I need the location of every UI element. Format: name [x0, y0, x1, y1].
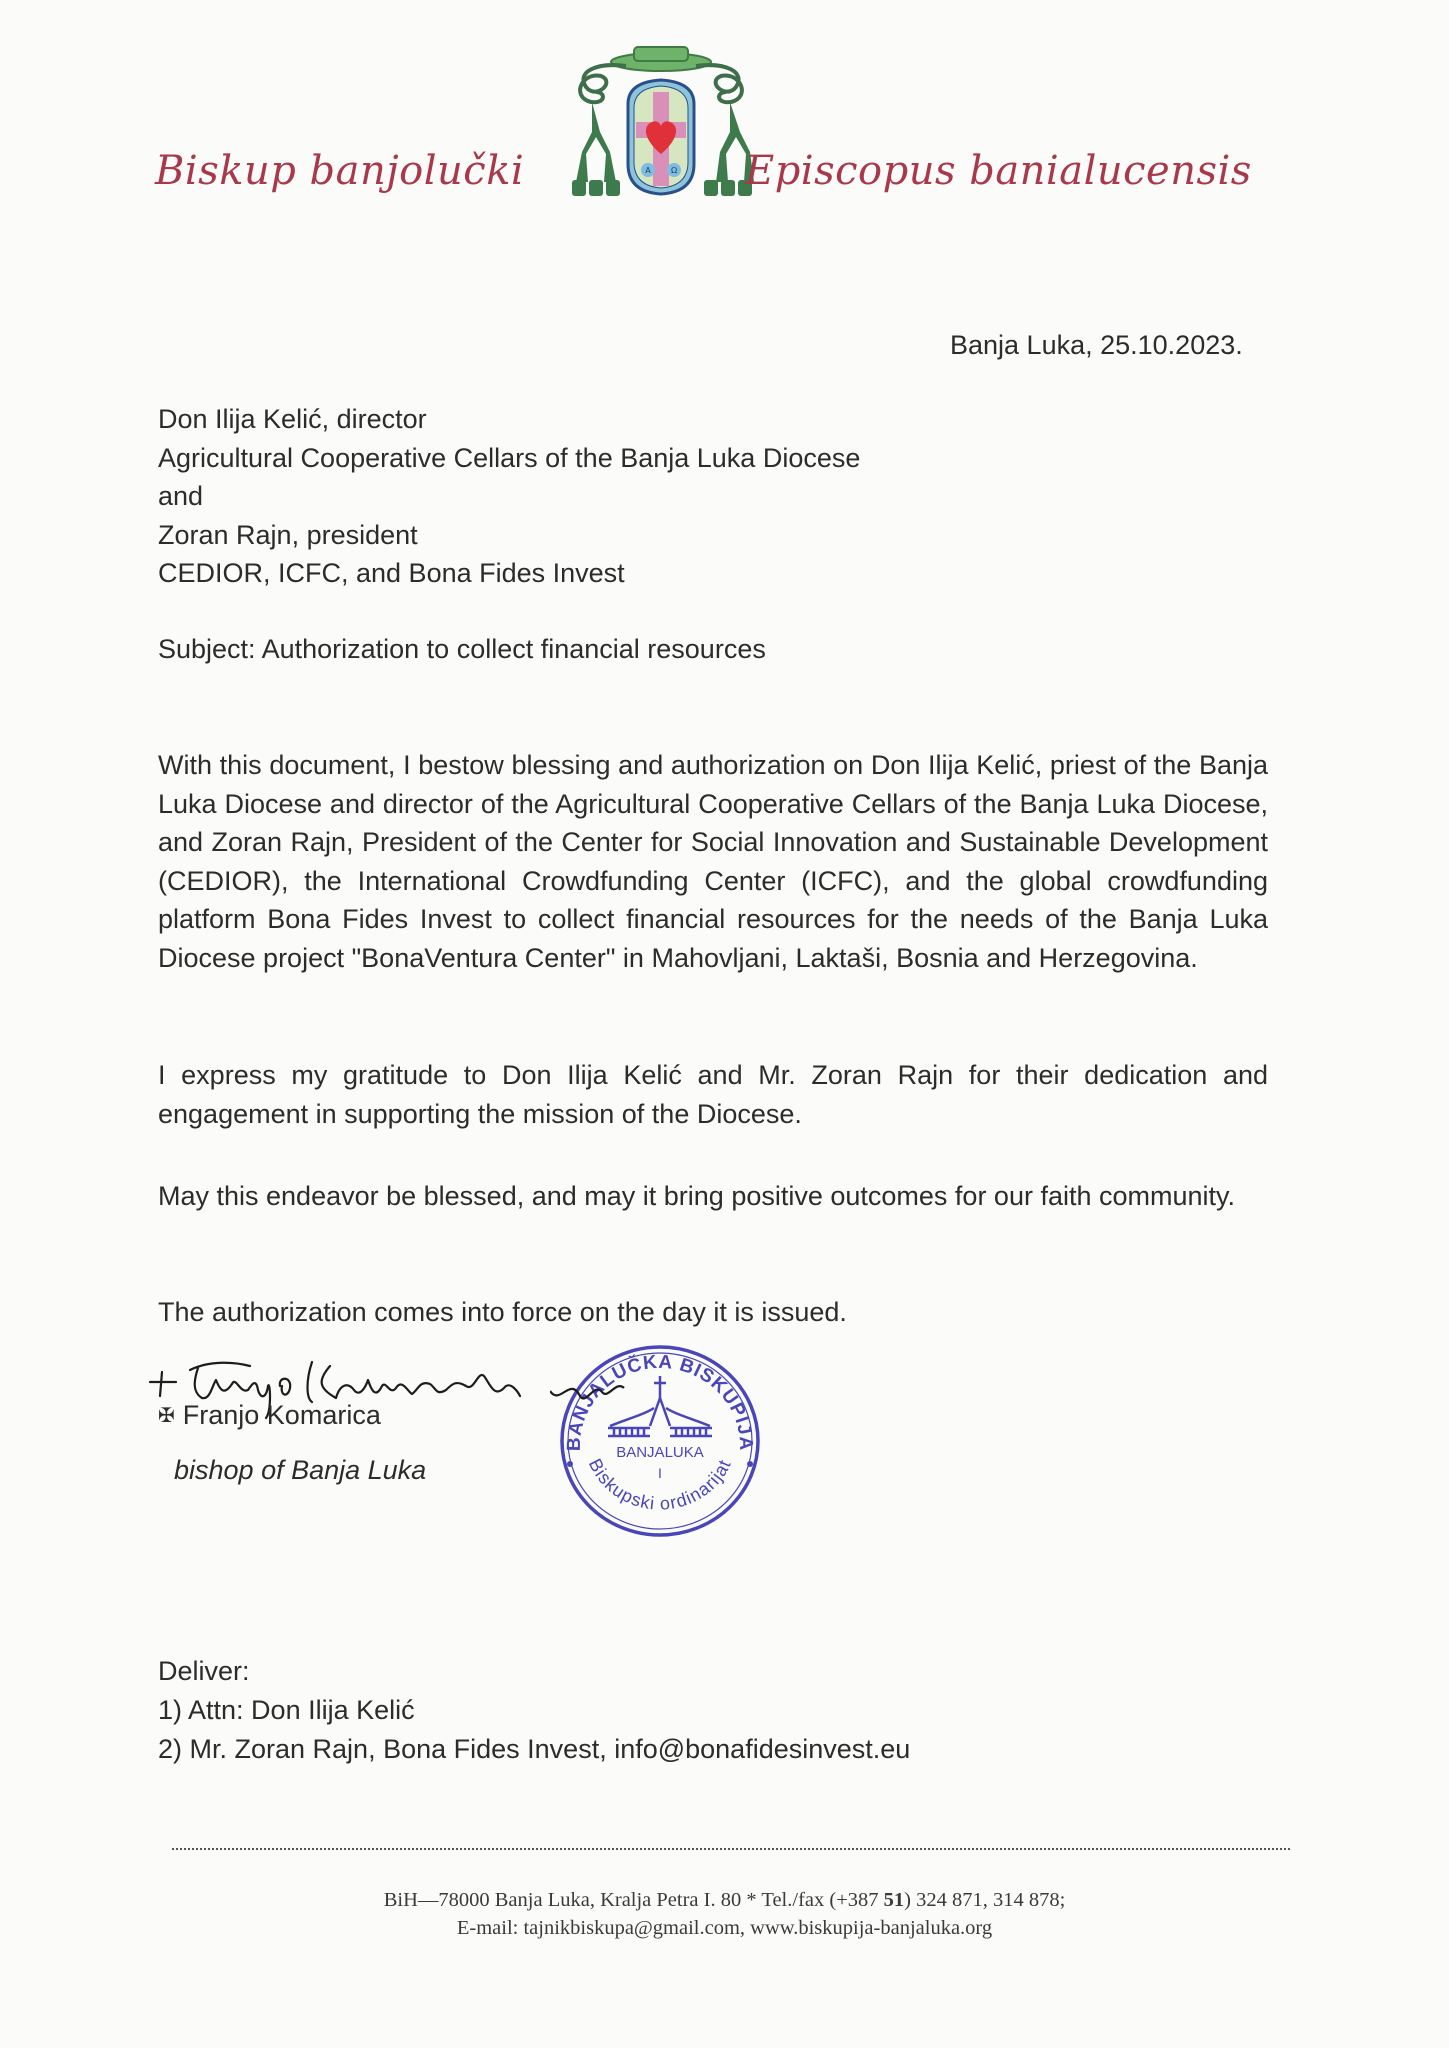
coat-of-arms-icon [556, 42, 766, 202]
subject-line: Subject: Authorization to collect financial resources [158, 634, 766, 664]
crest-alpha: Α [645, 166, 651, 175]
recipient-line: Agricultural Cooperative Cellars of the Banja Luka Diocese [158, 442, 861, 473]
footer-phone-part: ) 324 871, 314 878; [904, 1889, 1066, 1911]
body-paragraph: With this document, I bestow blessing and authorization on Don Ilija Kelić, priest of the Banja Luka Diocese and director of the Agricultural Cooperative Cellars of the Banja Luka Diocese, and Zoran Rajn, President of the Center for Social Innovation and Sustainable Development (CEDIOR), the International Crowdfunding Center (ICFC), and the global crowdfunding platform Bona Fides Invest to collect financial resources for the needs of the Banja Luka Diocese project "BonaVentura Center" in Mahovljani, Laktaši, Bosnia and Herzegovina. [158, 750, 1268, 973]
crest-omega: Ω [670, 166, 678, 175]
deliver-block [158, 1652, 910, 1769]
official-stamp [550, 1336, 770, 1546]
cathedral-icon [608, 1376, 712, 1436]
footer [0, 1886, 1449, 1942]
signer-name-line [158, 1400, 381, 1431]
letterhead-left-text: Biskup banjolučki [155, 148, 525, 194]
signer-title: bishop of Banja Luka [174, 1455, 427, 1485]
footer-contact-line: E-mail: tajnikbiskupa@gmail.com, www.biskupija-banjaluka.org [456, 1917, 993, 1939]
recipient-block [158, 400, 860, 593]
stamp-center-text: BANJALUKA [616, 1444, 704, 1461]
footer-address-line [0, 1886, 1449, 1914]
recipient-line: and [158, 481, 204, 511]
date-line: Banja Luka, 25.10.2023. [950, 330, 1243, 360]
recipient-line: Don Ilija Kelić, director [158, 404, 427, 434]
deliver-item: 2) Mr. Zoran Rajn, Bona Fides Invest, info@bonafidesinvest.eu [158, 1734, 911, 1764]
footer-divider [172, 1848, 1290, 1850]
stamp-outer-bottom-text: Biskupski ordinarijat [584, 1455, 735, 1514]
body-paragraph: May this endeavor be blessed, and may it bring positive outcomes for our faith community. [158, 1181, 1236, 1211]
cross-icon: ✠ [158, 1405, 175, 1427]
signer-name: Franjo Komarica [182, 1400, 381, 1430]
stamp-number: I [658, 1465, 662, 1481]
deliver-item: 1) Attn: Don Ilija Kelić [158, 1695, 415, 1725]
body-paragraph: I express my gratitude to Don Ilija Kelić and Mr. Zoran Rajn for their dedication and engagement in supporting the mission of the Diocese. [158, 1060, 1268, 1129]
body-paragraph: The authorization comes into force on the day it is issued. [158, 1297, 847, 1327]
footer-address-part: BiH—78000 Banja Luka, Kralja Petra I. 80 * Tel./fax (+387 [383, 1889, 884, 1911]
recipient-line: Zoran Rajn, president [158, 519, 418, 550]
stamp-outer-top-text: BANJALUČKA BISKUPIJA [563, 1351, 757, 1452]
recipient-line: CEDIOR, ICFC, and Bona Fides Invest [158, 558, 625, 588]
letterhead-right-text: Episcopus banialucensis [745, 148, 1252, 194]
footer-area-code: 51 [883, 1889, 905, 1911]
deliver-heading: Deliver: [158, 1656, 250, 1686]
